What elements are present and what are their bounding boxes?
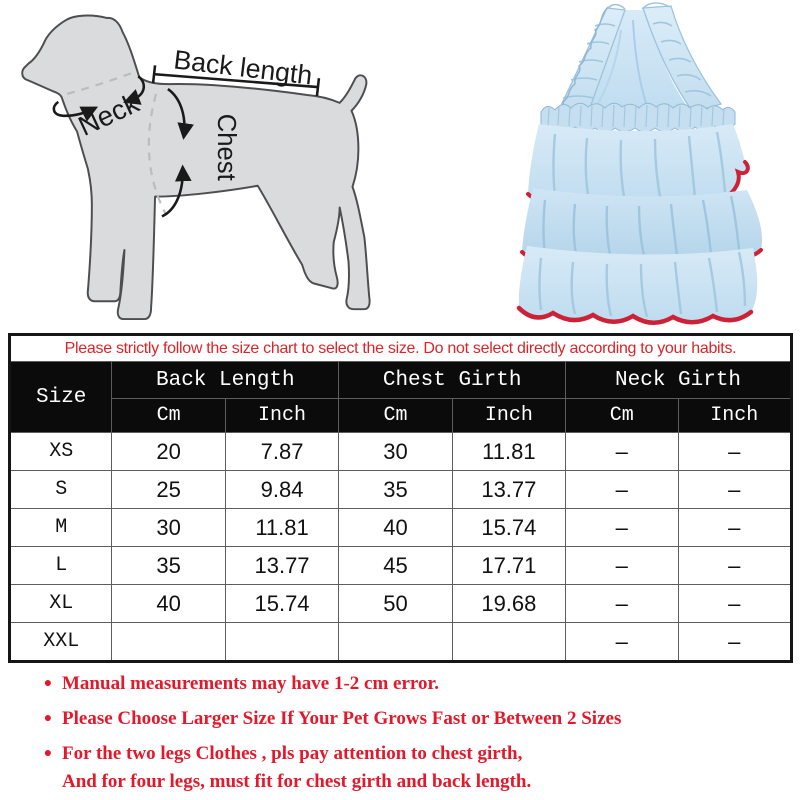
- dog-measurement-diagram: [5, 5, 390, 333]
- back-length-label: Back length: [172, 44, 314, 91]
- product-photo-dress: [495, 0, 795, 333]
- table-row: [10, 585, 792, 623]
- value-cell: 19.68: [452, 585, 565, 623]
- table-header-groups: [10, 362, 792, 399]
- value-cell: 13.77: [225, 547, 338, 585]
- note-text: Manual measurements may have 1-2 cm error.: [62, 672, 439, 694]
- value-cell: 25: [112, 471, 225, 509]
- value-cell: –: [566, 623, 678, 662]
- value-cell: [112, 623, 225, 662]
- value-cell: 11.81: [225, 509, 338, 547]
- value-cell: 30: [339, 433, 452, 471]
- value-cell: –: [678, 433, 792, 471]
- value-cell: 35: [112, 547, 225, 585]
- value-cell: [339, 623, 452, 662]
- value-cell: –: [678, 585, 792, 623]
- unit-header: Cm: [339, 399, 452, 433]
- size-label: S: [10, 471, 112, 509]
- value-cell: –: [566, 471, 678, 509]
- note-text: And for four legs, must fit for chest girth and back length.: [62, 771, 532, 792]
- note-item: [34, 666, 774, 701]
- size-label: M: [10, 509, 112, 547]
- value-cell: 35: [339, 471, 452, 509]
- table-header-units: [10, 399, 792, 433]
- value-cell: [452, 623, 565, 662]
- value-cell: –: [566, 433, 678, 471]
- chest-label: Chest: [212, 113, 241, 181]
- value-cell: 15.74: [225, 585, 338, 623]
- unit-header: Cm: [112, 399, 225, 433]
- notes: [34, 666, 774, 797]
- unit-header: Inch: [452, 399, 565, 433]
- value-cell: –: [678, 623, 792, 662]
- value-cell: 50: [339, 585, 452, 623]
- size-table: [8, 333, 793, 663]
- note-text: Please Choose Larger Size If Your Pet Grows Fast or Between 2 Sizes: [62, 707, 622, 729]
- col-header-chest-girth: Chest Girth: [339, 362, 566, 399]
- value-cell: 45: [339, 547, 452, 585]
- unit-header: Inch: [225, 399, 338, 433]
- table-row: [10, 547, 792, 585]
- value-cell: –: [678, 471, 792, 509]
- value-cell: –: [566, 585, 678, 623]
- value-cell: 7.87: [225, 433, 338, 471]
- bullet-icon: ●: [43, 675, 53, 691]
- note-text: For the two legs Clothes , pls pay attention to chest girth,: [62, 742, 523, 764]
- value-cell: 40: [112, 585, 225, 623]
- value-cell: –: [566, 547, 678, 585]
- bullet-icon: ●: [43, 745, 53, 761]
- value-cell: 13.77: [452, 471, 565, 509]
- note-item: [34, 701, 774, 736]
- value-cell: –: [566, 509, 678, 547]
- note-item-continuation: [34, 767, 774, 797]
- value-cell: 30: [112, 509, 225, 547]
- size-label: XXL: [10, 623, 112, 662]
- unit-header: Inch: [678, 399, 792, 433]
- size-label: L: [10, 547, 112, 585]
- warning-text: Please strictly follow the size chart to select the size. Do not select directly according to your habits.: [10, 335, 792, 362]
- value-cell: –: [678, 509, 792, 547]
- unit-header: Cm: [566, 399, 678, 433]
- size-label: XS: [10, 433, 112, 471]
- value-cell: 20: [112, 433, 225, 471]
- value-cell: [225, 623, 338, 662]
- value-cell: 15.74: [452, 509, 565, 547]
- dress-tier-3: [519, 246, 757, 323]
- col-header-back-length: Back Length: [112, 362, 339, 399]
- table-row: [10, 433, 792, 471]
- table-row: [10, 623, 792, 662]
- value-cell: 17.71: [452, 547, 565, 585]
- neck-label: Neck: [73, 87, 144, 142]
- value-cell: 11.81: [452, 433, 565, 471]
- value-cell: 40: [339, 509, 452, 547]
- value-cell: 9.84: [225, 471, 338, 509]
- col-header-neck-girth: Neck Girth: [566, 362, 792, 399]
- size-label: XL: [10, 585, 112, 623]
- col-header-size: Size: [10, 362, 112, 433]
- table-row: [10, 471, 792, 509]
- table-row: [10, 509, 792, 547]
- value-cell: –: [678, 547, 792, 585]
- warning-banner: [10, 335, 792, 362]
- bullet-icon: ●: [43, 710, 53, 726]
- note-item: [34, 736, 774, 771]
